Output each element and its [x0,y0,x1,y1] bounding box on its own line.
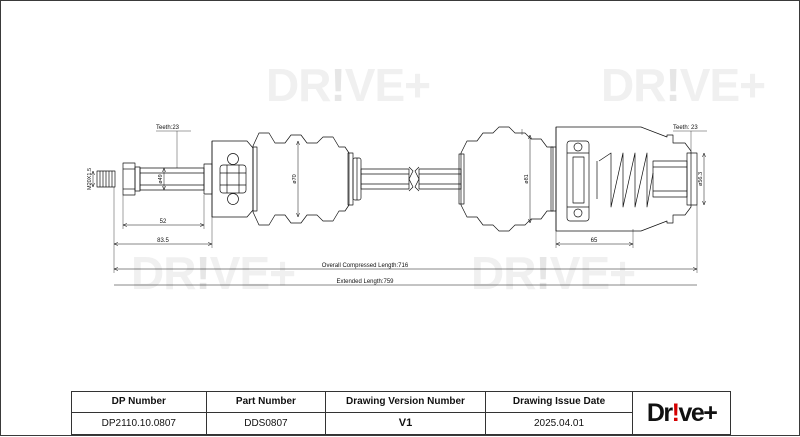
watermark-accent: ! [195,247,210,299]
title-block [71,391,731,435]
dim-length-83-5: 83.5 [157,238,169,244]
title-block-col-issue-date [486,392,634,434]
watermark-accent: ! [330,59,345,111]
watermark-pre: DR [266,59,331,111]
note-overall-compressed-length: Overall Compressed Length:716 [321,263,409,269]
watermark-post: VE+ [344,59,431,111]
part-number-value: DDS0807 [244,417,288,429]
dim-dia-right: ø56.3 [698,171,704,187]
watermark-accent: ! [535,247,550,299]
brand-logo [633,392,730,434]
issue-date-header: Drawing Issue Date [486,392,633,413]
issue-date-value: 2025.04.01 [533,417,585,429]
dim-length-65: 65 [590,238,598,244]
watermark-post: VE+ [549,247,636,299]
dp-number-header: DP Number [72,392,206,413]
dim-dia-right-boot: ø81 [524,174,530,184]
logo-post: ve+ [678,398,717,427]
dim-spline-left: M20X1.5 [87,167,93,191]
dp-number-value: DP2110.10.0807 [101,417,176,429]
part-number-header: Part Number [207,392,326,413]
logo-pre: Dr [646,398,672,427]
title-block-col-part-number [207,392,327,434]
title-block-col-drawing-version [326,392,486,434]
dim-dia-left: ø49 [158,174,164,184]
watermark-accent: ! [665,59,680,111]
watermark-pre: DR [131,247,196,299]
watermark-pre: DR [471,247,536,299]
watermark-post: VE+ [679,59,766,111]
drawing-version-value: V1 [398,417,413,430]
title-block-col-dp-number [72,392,207,434]
watermark-post: VE+ [209,247,296,299]
brand-logo-text [646,398,717,427]
logo-accent: ! [671,398,679,427]
dim-dia-mid: ø70 [292,174,298,184]
drive-shaft-technical-drawing [1,1,800,437]
label-teeth-left: Teeth:23 [156,125,180,131]
dim-length-52: 52 [159,219,167,225]
drawing-version-header: Drawing Version Number [326,392,485,413]
note-extended-length: Extended Length:759 [336,279,394,285]
watermark-pre: DR [601,59,666,111]
label-teeth-right: Teeth: 23 [673,125,698,131]
